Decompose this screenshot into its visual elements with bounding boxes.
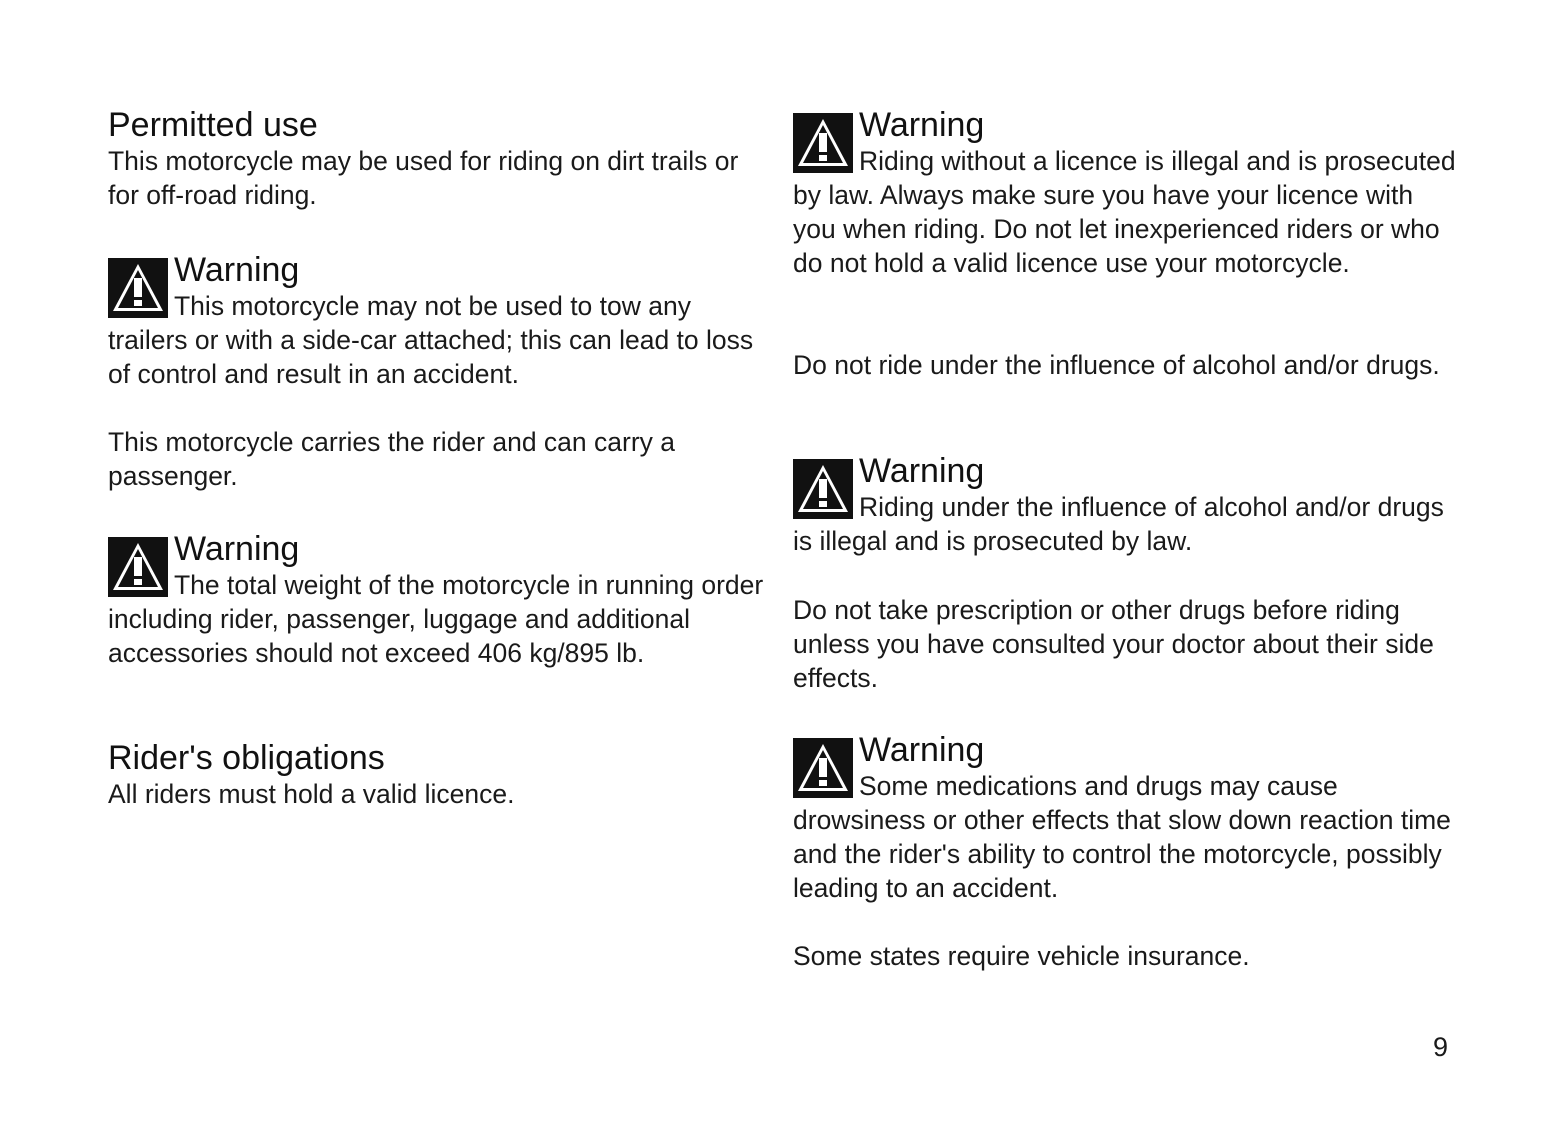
insurance-paragraph — [793, 939, 1458, 973]
riders-obligations-section — [108, 739, 768, 811]
warning-triangle-icon — [793, 113, 853, 173]
warning-licence — [793, 106, 1458, 280]
warning-alcohol-text: Riding under the influence of alcohol and/or drugs is illegal and is prosecuted by law. — [793, 492, 1444, 556]
permitted-use-section — [108, 106, 768, 212]
warning-triangle-icon — [793, 459, 853, 519]
warning-weight — [108, 530, 768, 670]
insurance-text: Some states require vehicle insurance. — [793, 941, 1250, 971]
warning-alcohol — [793, 452, 1458, 558]
warning-weight-text: The total weight of the motorcycle in running order including rider, passenger, luggage and additional accessories should not exceed 406 kg/895 lb. — [108, 570, 764, 668]
warning-alcohol-title: Warning — [859, 452, 985, 490]
passenger-text: This motorcycle carries the rider and can carry a passenger. — [108, 427, 676, 491]
warning-triangle-icon — [793, 738, 853, 798]
alcohol-text: Do not ride under the influence of alcohol and/or drugs. — [793, 350, 1440, 380]
prescription-paragraph — [793, 593, 1458, 695]
permitted-use-heading: Permitted use — [108, 106, 318, 144]
warning-licence-title: Warning — [859, 106, 985, 144]
riders-obligations-heading: Rider's obligations — [108, 739, 385, 777]
warning-licence-text: Riding without a licence is illegal and is prosecuted by law. Always make sure you have your licence with you when riding. Do not let inexperienced riders or who do not hold a valid licence use your motorcycle. — [793, 146, 1456, 278]
warning-triangle-icon — [108, 537, 168, 597]
warning-medications-title: Warning — [859, 731, 985, 769]
riders-obligations-text: All riders must hold a valid licence. — [108, 779, 515, 809]
alcohol-paragraph — [793, 348, 1458, 382]
warning-tow-text: This motorcycle may not be used to tow any trailers or with a side-car attached; this can lead to loss of control and result in an accident. — [108, 291, 754, 389]
warning-medications-text: Some medications and drugs may cause drowsiness or other effects that slow down reaction time and the rider's ability to control the motorcycle, possibly leading to an accident. — [793, 771, 1451, 903]
prescription-text: Do not take prescription or other drugs before riding unless you have consulted your doctor about their side effects. — [793, 595, 1434, 693]
warning-tow — [108, 251, 768, 391]
warning-triangle-icon — [108, 258, 168, 318]
page-number: 9 — [1432, 1032, 1448, 1062]
warning-weight-title: Warning — [174, 530, 300, 568]
passenger-paragraph — [108, 425, 768, 493]
warning-tow-title: Warning — [174, 251, 300, 289]
permitted-use-text: This motorcycle may be used for riding on dirt trails or for off-road riding. — [108, 146, 739, 210]
warning-medications — [793, 731, 1458, 905]
